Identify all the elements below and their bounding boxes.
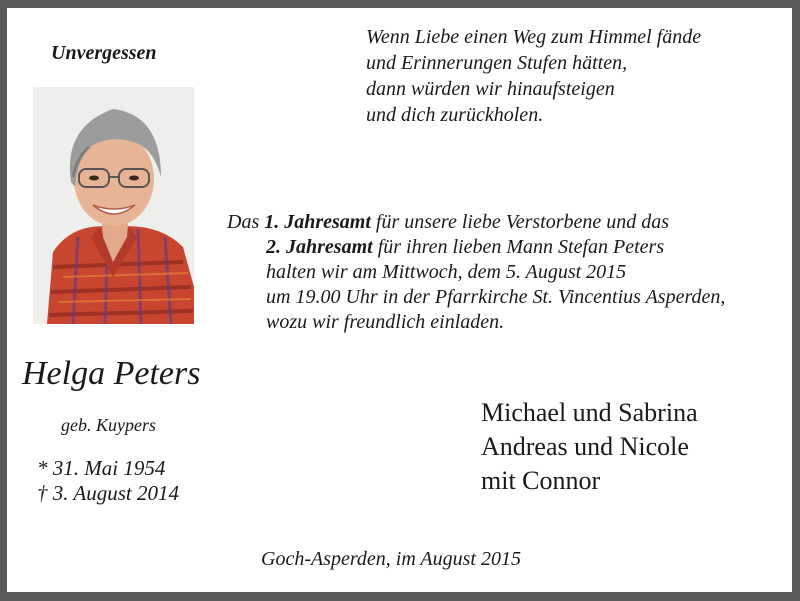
poem-line: und Erinnerungen Stufen hätten,: [366, 52, 628, 74]
family-line: Michael und Sabrina: [481, 398, 698, 427]
second-anniversary-label: 2. Jahresamt: [266, 236, 373, 258]
invitation-line: um 19.00 Uhr in der Pfarrkirche St. Vincentius Asperden,: [266, 286, 726, 308]
first-anniversary-label: 1. Jahresamt: [264, 211, 371, 233]
invitation-line: wozu wir freundlich einladen.: [266, 311, 505, 333]
place-date-footer: Goch-Asperden, im August 2015: [261, 548, 521, 570]
poem-line: Wenn Liebe einen Weg zum Himmel fände: [366, 26, 702, 48]
family-line: mit Connor: [481, 466, 601, 495]
obituary-card: [7, 8, 792, 592]
invitation-text: [227, 210, 725, 335]
invitation-text-part: Das: [227, 211, 265, 233]
invitation-text-part: für unsere liebe Verstorbene und das: [370, 211, 670, 233]
maiden-name: geb. Kuypers: [61, 415, 156, 435]
poem-line: und dich zurückholen.: [366, 104, 544, 126]
invitation-line: [227, 235, 725, 260]
deceased-name: Helga Peters: [22, 355, 201, 392]
heading: Unvergessen: [51, 42, 157, 64]
memorial-poem: [366, 24, 701, 128]
family-line: Andreas und Nicole: [481, 432, 689, 461]
birth-date: * 31. Mai 1954: [37, 456, 166, 480]
invitation-text-part: für ihren lieben Mann Stefan Peters: [372, 236, 665, 258]
life-dates: [37, 456, 179, 506]
poem-line: dann würden wir hinaufsteigen: [366, 78, 615, 100]
death-date: † 3. August 2014: [37, 481, 179, 505]
portrait-photo: [33, 87, 194, 324]
family-names: [481, 396, 698, 498]
invitation-line: [227, 210, 725, 235]
invitation-line: halten wir am Mittwoch, dem 5. August 2015: [266, 261, 627, 283]
